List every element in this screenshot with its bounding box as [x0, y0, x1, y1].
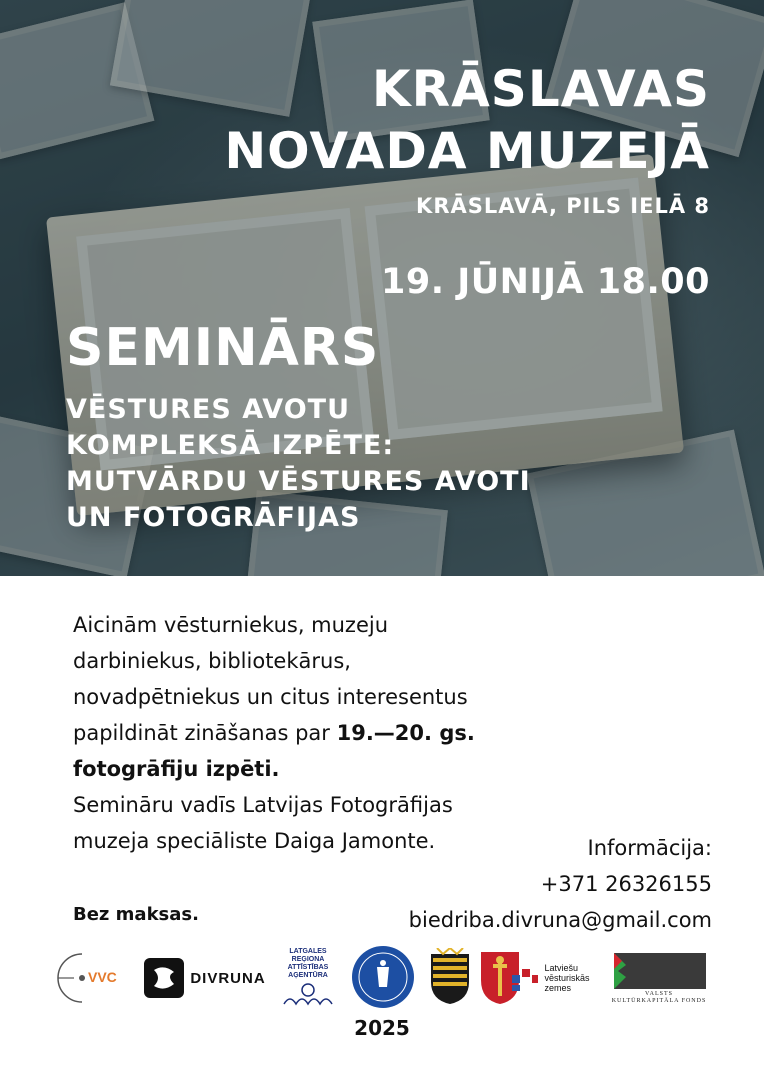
invitation-highlight: 19.—20. gs.	[336, 721, 475, 745]
historic-lands-text: Latviešu	[544, 963, 579, 973]
topic-line: UN FOTOGRĀFIJAS	[66, 502, 361, 533]
vvc-logo-graphic	[52, 948, 130, 1008]
sponsor-logos	[0, 940, 764, 1015]
historic-lands-logo	[492, 956, 598, 1000]
invitation-line: Semināru vadīs Latvijas Fotogrāfijas	[73, 793, 453, 817]
vkkf-logo-text: VALSTS	[645, 991, 673, 997]
latgale-sun-icon	[278, 980, 338, 1010]
latgale-logo-text: AĢENTŪRA	[288, 972, 328, 979]
invitation-line: darbiniekus, bibliotekārus,	[73, 649, 351, 673]
latgale-logo-text: REĢIONA	[291, 956, 325, 963]
historic-lands-text: vēsturiskās	[544, 973, 590, 983]
topic-line: VĒSTURES AVOTU	[66, 394, 350, 425]
invitation-line: Aicinām vēsturniekus, muzeju	[73, 613, 389, 637]
invitation-highlight: fotogrāfiju izpēti.	[73, 757, 280, 781]
museum-name-line1: KRĀSLAVAS	[371, 60, 710, 118]
event-date: 19. JŪNIJĀ 18.00	[381, 262, 710, 302]
latgale-logo-text: ATTĪSTĪBAS	[287, 964, 329, 971]
historic-lands-text: zemes	[544, 983, 571, 993]
free-admission-label: Bez maksas.	[73, 904, 199, 925]
topic-line: KOMPLEKSĀ IZPĒTE:	[66, 430, 395, 461]
coat-of-arms-graphic	[429, 948, 471, 1006]
invitation-line	[73, 751, 693, 787]
invitation-text	[73, 607, 693, 859]
contact-email[interactable]: biedriba.divruna@gmail.com	[408, 908, 712, 932]
historic-lands-icon	[500, 963, 540, 993]
museum-name	[224, 58, 710, 182]
contact-info	[409, 830, 712, 938]
event-topic	[66, 392, 531, 536]
invitation-line	[73, 715, 693, 751]
topic-line: MUTVĀRDU VĒSTURES AVOTI	[66, 466, 531, 497]
vvc-logo	[52, 948, 130, 1008]
latgale-logo-text: LATGALES	[289, 948, 327, 955]
divruna-logo-text: DIVRUNA	[190, 969, 266, 987]
invitation-line-plain: papildināt zināšanas par	[73, 721, 337, 745]
invitation-line: muzeja speciāliste Daiga Jamonte.	[73, 829, 436, 853]
kraslava-coat-of-arms	[428, 946, 472, 1008]
event-type: SEMINĀRS	[66, 318, 380, 378]
vkkf-logo-text: KULTŪRKAPITĀLA FONDS	[611, 998, 707, 1004]
divruna-icon	[144, 958, 184, 998]
divruna-logo	[142, 956, 268, 1000]
vvc-logo-text: VVC	[88, 969, 117, 985]
invitation-line: novadpētniekus un citus interesentus	[73, 685, 468, 709]
museum-seal-logo	[350, 944, 416, 1010]
museum-address: KRĀSLAVĀ, PILS IELĀ 8	[416, 194, 710, 218]
contact-phone[interactable]: +371 26326155	[540, 872, 712, 896]
year-label: 2025	[354, 1016, 410, 1040]
contact-label: Informācija:	[587, 836, 712, 860]
vkkf-logo	[610, 948, 708, 1008]
latgale-agency-logo	[272, 946, 344, 1012]
museum-name-line2: NOVADA MUZEJĀ	[224, 122, 710, 180]
vkkf-logo-graphic	[610, 951, 708, 991]
museum-seal-graphic	[351, 945, 415, 1009]
